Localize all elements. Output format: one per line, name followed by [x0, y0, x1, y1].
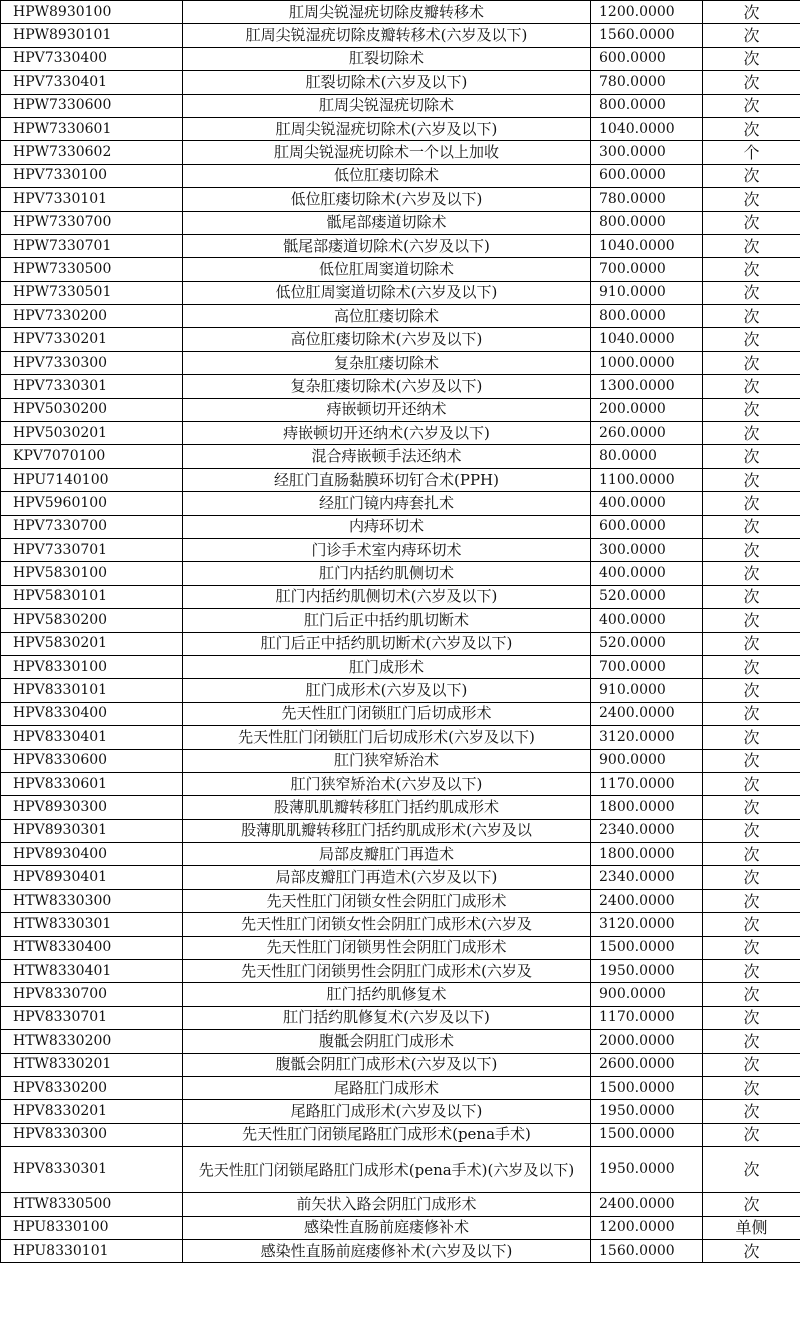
table-row [1, 211, 800, 234]
item-name-cell: 局部皮瓣肛门再造术 [183, 843, 591, 866]
item-code-cell: HPV7330700 [1, 515, 183, 538]
item-name-cell: 骶尾部瘘道切除术 [183, 211, 591, 234]
item-price-cell: 2340.0000 [591, 866, 703, 889]
item-code-cell: HTW8330201 [1, 1053, 183, 1076]
table-row [1, 772, 800, 795]
item-name-cell: 先天性肛门闭锁女性会阴肛门成形术 [183, 889, 591, 912]
item-price-cell: 2600.0000 [591, 1053, 703, 1076]
table-row [1, 141, 800, 164]
item-code-cell: HPV8330101 [1, 679, 183, 702]
item-unit-cell: 次 [703, 585, 800, 608]
item-price-cell: 800.0000 [591, 94, 703, 117]
item-name-cell: 混合痔嵌顿手法还纳术 [183, 445, 591, 468]
item-name-cell: 肛门成形术 [183, 655, 591, 678]
item-unit-cell: 次 [703, 47, 800, 70]
item-price-cell: 1500.0000 [591, 936, 703, 959]
item-unit-cell: 次 [703, 188, 800, 211]
item-name-cell: 肛周尖锐湿疣切除皮瓣转移术 [183, 1, 591, 24]
item-name-cell: 肛周尖锐湿疣切除术一个以上加收 [183, 141, 591, 164]
item-unit-cell: 次 [703, 889, 800, 912]
item-price-cell: 300.0000 [591, 538, 703, 561]
item-name-cell: 门诊手术室内痔环切术 [183, 538, 591, 561]
item-price-cell: 2400.0000 [591, 1193, 703, 1216]
item-code-cell: HPV7330200 [1, 305, 183, 328]
item-code-cell: HTW8330300 [1, 889, 183, 912]
table-row [1, 609, 800, 632]
item-code-cell: HPV8330300 [1, 1123, 183, 1146]
item-code-cell: HPV7330401 [1, 71, 183, 94]
item-code-cell: HPV5830100 [1, 562, 183, 585]
item-name-cell: 肛门成形术(六岁及以下) [183, 679, 591, 702]
item-name-cell: 低位肛周窦道切除术 [183, 258, 591, 281]
item-unit-cell: 次 [703, 1030, 800, 1053]
table-row [1, 328, 800, 351]
item-code-cell: HPW7330700 [1, 211, 183, 234]
item-name-cell: 股薄肌肌瓣转移肛门括约肌成形术(六岁及以 [183, 819, 591, 842]
table-row [1, 1076, 800, 1099]
item-code-cell: HPW7330501 [1, 281, 183, 304]
item-name-cell: 腹骶会阴肛门成形术(六岁及以下) [183, 1053, 591, 1076]
item-name-cell: 肛门狭窄矫治术(六岁及以下) [183, 772, 591, 795]
item-price-cell: 800.0000 [591, 211, 703, 234]
item-unit-cell: 次 [703, 234, 800, 257]
item-code-cell: HTW8330400 [1, 936, 183, 959]
item-price-cell: 2400.0000 [591, 889, 703, 912]
table-row [1, 281, 800, 304]
item-price-cell: 600.0000 [591, 47, 703, 70]
item-name-cell: 肛周尖锐湿疣切除术 [183, 94, 591, 117]
item-price-cell: 1040.0000 [591, 234, 703, 257]
item-unit-cell: 次 [703, 398, 800, 421]
item-price-cell: 1100.0000 [591, 468, 703, 491]
item-name-cell: 尾路肛门成形术 [183, 1076, 591, 1099]
item-code-cell: HPV8330201 [1, 1100, 183, 1123]
table-row [1, 422, 800, 445]
item-name-cell: 腹骶会阴肛门成形术 [183, 1030, 591, 1053]
table-row [1, 1100, 800, 1123]
item-unit-cell: 次 [703, 819, 800, 842]
item-name-cell: 前矢状入路会阴肛门成形术 [183, 1193, 591, 1216]
item-unit-cell: 次 [703, 328, 800, 351]
item-unit-cell: 次 [703, 375, 800, 398]
item-unit-cell: 次 [703, 1147, 800, 1193]
item-unit-cell: 次 [703, 702, 800, 725]
item-price-cell: 1800.0000 [591, 843, 703, 866]
item-name-cell: 先天性肛门闭锁男性会阴肛门成形术 [183, 936, 591, 959]
price-table-body [1, 1, 800, 1263]
item-name-cell: 肛门括约肌修复术(六岁及以下) [183, 1006, 591, 1029]
item-price-cell: 1800.0000 [591, 796, 703, 819]
item-unit-cell: 次 [703, 1123, 800, 1146]
item-code-cell: HTW8330401 [1, 960, 183, 983]
table-row [1, 1030, 800, 1053]
item-unit-cell: 次 [703, 772, 800, 795]
item-unit-cell: 次 [703, 211, 800, 234]
item-price-cell: 910.0000 [591, 679, 703, 702]
item-name-cell: 经肛门直肠黏膜环切钉合术(PPH) [183, 468, 591, 491]
item-unit-cell: 次 [703, 655, 800, 678]
item-name-cell: 肛门内括约肌侧切术(六岁及以下) [183, 585, 591, 608]
item-code-cell: HPW7330701 [1, 234, 183, 257]
item-unit-cell: 次 [703, 24, 800, 47]
table-row [1, 1239, 800, 1262]
item-code-cell: HPW8930101 [1, 24, 183, 47]
item-price-cell: 2400.0000 [591, 702, 703, 725]
item-unit-cell: 次 [703, 1239, 800, 1262]
table-row [1, 47, 800, 70]
table-row [1, 94, 800, 117]
item-unit-cell: 次 [703, 422, 800, 445]
item-price-cell: 900.0000 [591, 983, 703, 1006]
table-row [1, 726, 800, 749]
item-unit-cell: 次 [703, 936, 800, 959]
item-code-cell: HPW7330500 [1, 258, 183, 281]
table-row [1, 1006, 800, 1029]
item-unit-cell: 次 [703, 913, 800, 936]
item-code-cell: HPV8930301 [1, 819, 183, 842]
item-unit-cell: 次 [703, 117, 800, 140]
item-code-cell: HPV8330700 [1, 983, 183, 1006]
item-name-cell: 肛周尖锐湿疣切除皮瓣转移术(六岁及以下) [183, 24, 591, 47]
item-unit-cell: 次 [703, 164, 800, 187]
table-row [1, 983, 800, 1006]
item-unit-cell: 次 [703, 351, 800, 374]
item-code-cell: HTW8330301 [1, 913, 183, 936]
item-price-cell: 700.0000 [591, 655, 703, 678]
table-row [1, 960, 800, 983]
item-name-cell: 复杂肛瘘切除术(六岁及以下) [183, 375, 591, 398]
table-row [1, 585, 800, 608]
item-name-cell: 骶尾部瘘道切除术(六岁及以下) [183, 234, 591, 257]
table-row [1, 24, 800, 47]
item-unit-cell: 次 [703, 679, 800, 702]
item-price-cell: 1200.0000 [591, 1216, 703, 1239]
item-price-cell: 780.0000 [591, 188, 703, 211]
item-code-cell: HPV8330200 [1, 1076, 183, 1099]
item-code-cell: HPV8930401 [1, 866, 183, 889]
item-name-cell: 肛门后正中括约肌切断术(六岁及以下) [183, 632, 591, 655]
item-price-cell: 400.0000 [591, 609, 703, 632]
item-unit-cell: 次 [703, 1006, 800, 1029]
item-price-cell: 1200.0000 [591, 1, 703, 24]
item-code-cell: HPV5830101 [1, 585, 183, 608]
item-unit-cell: 次 [703, 726, 800, 749]
item-name-cell: 高位肛瘘切除术(六岁及以下) [183, 328, 591, 351]
item-price-cell: 2000.0000 [591, 1030, 703, 1053]
item-code-cell: HPV7330100 [1, 164, 183, 187]
table-row [1, 188, 800, 211]
table-row [1, 679, 800, 702]
item-price-cell: 600.0000 [591, 164, 703, 187]
table-row [1, 936, 800, 959]
item-code-cell: KPV7070100 [1, 445, 183, 468]
table-row [1, 1193, 800, 1216]
item-unit-cell: 次 [703, 258, 800, 281]
item-price-cell: 400.0000 [591, 492, 703, 515]
item-price-cell: 520.0000 [591, 632, 703, 655]
item-unit-cell: 次 [703, 796, 800, 819]
item-name-cell: 肛门内括约肌侧切术 [183, 562, 591, 585]
item-name-cell: 肛门括约肌修复术 [183, 983, 591, 1006]
item-price-cell: 520.0000 [591, 585, 703, 608]
table-row [1, 1053, 800, 1076]
item-unit-cell: 次 [703, 538, 800, 561]
item-price-cell: 1950.0000 [591, 1100, 703, 1123]
table-row [1, 305, 800, 328]
item-name-cell: 先天性肛门闭锁男性会阴肛门成形术(六岁及 [183, 960, 591, 983]
table-row [1, 468, 800, 491]
table-row [1, 515, 800, 538]
item-name-cell: 内痔环切术 [183, 515, 591, 538]
table-row [1, 398, 800, 421]
item-price-cell: 1000.0000 [591, 351, 703, 374]
item-price-cell: 1500.0000 [591, 1076, 703, 1099]
item-unit-cell: 次 [703, 960, 800, 983]
table-row [1, 492, 800, 515]
item-price-cell: 1950.0000 [591, 960, 703, 983]
item-code-cell: HPU8330100 [1, 1216, 183, 1239]
item-name-cell: 痔嵌顿切开还纳术 [183, 398, 591, 421]
item-price-cell: 80.0000 [591, 445, 703, 468]
item-price-cell: 400.0000 [591, 562, 703, 585]
item-name-cell: 低位肛瘘切除术 [183, 164, 591, 187]
item-unit-cell: 次 [703, 632, 800, 655]
table-row [1, 1, 800, 24]
item-name-cell: 肛门后正中括约肌切断术 [183, 609, 591, 632]
item-price-cell: 1560.0000 [591, 24, 703, 47]
item-name-cell: 先天性肛门闭锁尾路肛门成形术(pena手术) [183, 1123, 591, 1146]
item-price-cell: 260.0000 [591, 422, 703, 445]
item-name-cell: 先天性肛门闭锁肛门后切成形术 [183, 702, 591, 725]
item-name-cell: 先天性肛门闭锁女性会阴肛门成形术(六岁及 [183, 913, 591, 936]
item-unit-cell: 次 [703, 1053, 800, 1076]
item-name-cell: 痔嵌顿切开还纳术(六岁及以下) [183, 422, 591, 445]
item-name-cell: 尾路肛门成形术(六岁及以下) [183, 1100, 591, 1123]
item-price-cell: 3120.0000 [591, 726, 703, 749]
item-name-cell: 感染性直肠前庭瘘修补术(六岁及以下) [183, 1239, 591, 1262]
item-price-cell: 780.0000 [591, 71, 703, 94]
table-row [1, 258, 800, 281]
item-code-cell: HPV7330300 [1, 351, 183, 374]
item-name-cell: 先天性肛门闭锁肛门后切成形术(六岁及以下) [183, 726, 591, 749]
item-code-cell: HPV5830201 [1, 632, 183, 655]
table-row [1, 702, 800, 725]
item-price-cell: 2340.0000 [591, 819, 703, 842]
item-name-cell: 局部皮瓣肛门再造术(六岁及以下) [183, 866, 591, 889]
item-code-cell: HPV7330201 [1, 328, 183, 351]
item-name-cell: 肛门狭窄矫治术 [183, 749, 591, 772]
item-price-cell: 1500.0000 [591, 1123, 703, 1146]
item-unit-cell: 次 [703, 71, 800, 94]
table-row [1, 351, 800, 374]
table-row [1, 71, 800, 94]
item-name-cell: 低位肛瘘切除术(六岁及以下) [183, 188, 591, 211]
item-code-cell: HPV5830200 [1, 609, 183, 632]
item-code-cell: HPV8330601 [1, 772, 183, 795]
table-row [1, 375, 800, 398]
item-code-cell: HTW8330200 [1, 1030, 183, 1053]
table-row [1, 234, 800, 257]
item-code-cell: HTW8330500 [1, 1193, 183, 1216]
table-row [1, 796, 800, 819]
item-name-cell: 肛裂切除术(六岁及以下) [183, 71, 591, 94]
item-code-cell: HPV7330301 [1, 375, 183, 398]
item-code-cell: HPV7330400 [1, 47, 183, 70]
item-code-cell: HPV8930300 [1, 796, 183, 819]
item-code-cell: HPU8330101 [1, 1239, 183, 1262]
table-row [1, 655, 800, 678]
item-code-cell: HPV8930400 [1, 843, 183, 866]
table-row [1, 889, 800, 912]
item-name-cell: 复杂肛瘘切除术 [183, 351, 591, 374]
item-price-cell: 900.0000 [591, 749, 703, 772]
item-price-cell: 700.0000 [591, 258, 703, 281]
table-row [1, 749, 800, 772]
item-code-cell: HPV7330101 [1, 188, 183, 211]
item-price-cell: 1040.0000 [591, 117, 703, 140]
item-price-cell: 1950.0000 [591, 1147, 703, 1193]
table-row [1, 819, 800, 842]
item-name-cell: 肛裂切除术 [183, 47, 591, 70]
item-code-cell: HPU7140100 [1, 468, 183, 491]
item-unit-cell: 次 [703, 983, 800, 1006]
item-code-cell: HPW8930100 [1, 1, 183, 24]
item-price-cell: 1170.0000 [591, 772, 703, 795]
item-unit-cell: 次 [703, 515, 800, 538]
table-row [1, 1123, 800, 1146]
item-name-cell: 股薄肌肌瓣转移肛门括约肌成形术 [183, 796, 591, 819]
item-code-cell: HPV8330401 [1, 726, 183, 749]
item-unit-cell: 次 [703, 609, 800, 632]
item-code-cell: HPW7330602 [1, 141, 183, 164]
item-unit-cell: 个 [703, 141, 800, 164]
item-code-cell: HPV5030201 [1, 422, 183, 445]
table-row [1, 1147, 800, 1193]
item-unit-cell: 次 [703, 305, 800, 328]
item-price-cell: 910.0000 [591, 281, 703, 304]
item-price-cell: 200.0000 [591, 398, 703, 421]
item-code-cell: HPV5030200 [1, 398, 183, 421]
item-price-cell: 1040.0000 [591, 328, 703, 351]
item-unit-cell: 次 [703, 94, 800, 117]
item-unit-cell: 次 [703, 492, 800, 515]
item-name-cell: 肛周尖锐湿疣切除术(六岁及以下) [183, 117, 591, 140]
item-code-cell: HPW7330601 [1, 117, 183, 140]
item-code-cell: HPV8330100 [1, 655, 183, 678]
item-name-cell: 先天性肛门闭锁尾路肛门成形术(pena手术)(六岁及以下) [183, 1147, 591, 1193]
item-code-cell: HPV8330600 [1, 749, 183, 772]
item-code-cell: HPW7330600 [1, 94, 183, 117]
item-name-cell: 经肛门镜内痔套扎术 [183, 492, 591, 515]
item-price-cell: 300.0000 [591, 141, 703, 164]
item-name-cell: 高位肛瘘切除术 [183, 305, 591, 328]
item-price-cell: 1170.0000 [591, 1006, 703, 1029]
item-unit-cell: 次 [703, 468, 800, 491]
table-row [1, 913, 800, 936]
table-row [1, 117, 800, 140]
item-unit-cell: 次 [703, 1, 800, 24]
item-code-cell: HPV5960100 [1, 492, 183, 515]
table-row [1, 843, 800, 866]
table-row [1, 1216, 800, 1239]
item-unit-cell: 次 [703, 749, 800, 772]
table-row [1, 445, 800, 468]
item-price-cell: 600.0000 [591, 515, 703, 538]
item-unit-cell: 次 [703, 866, 800, 889]
item-code-cell: HPV7330701 [1, 538, 183, 561]
item-unit-cell: 次 [703, 1100, 800, 1123]
item-unit-cell: 次 [703, 843, 800, 866]
table-row [1, 632, 800, 655]
item-price-cell: 1560.0000 [591, 1239, 703, 1262]
table-row [1, 866, 800, 889]
item-unit-cell: 次 [703, 1076, 800, 1099]
table-row [1, 164, 800, 187]
item-price-cell: 3120.0000 [591, 913, 703, 936]
item-unit-cell: 单侧 [703, 1216, 800, 1239]
item-code-cell: HPV8330400 [1, 702, 183, 725]
item-name-cell: 感染性直肠前庭瘘修补术 [183, 1216, 591, 1239]
item-code-cell: HPV8330701 [1, 1006, 183, 1029]
item-name-cell: 低位肛周窦道切除术(六岁及以下) [183, 281, 591, 304]
item-price-cell: 800.0000 [591, 305, 703, 328]
item-unit-cell: 次 [703, 445, 800, 468]
table-row [1, 562, 800, 585]
item-code-cell: HPV8330301 [1, 1147, 183, 1193]
item-unit-cell: 次 [703, 281, 800, 304]
table-row [1, 538, 800, 561]
item-unit-cell: 次 [703, 1193, 800, 1216]
item-unit-cell: 次 [703, 562, 800, 585]
item-price-cell: 1300.0000 [591, 375, 703, 398]
